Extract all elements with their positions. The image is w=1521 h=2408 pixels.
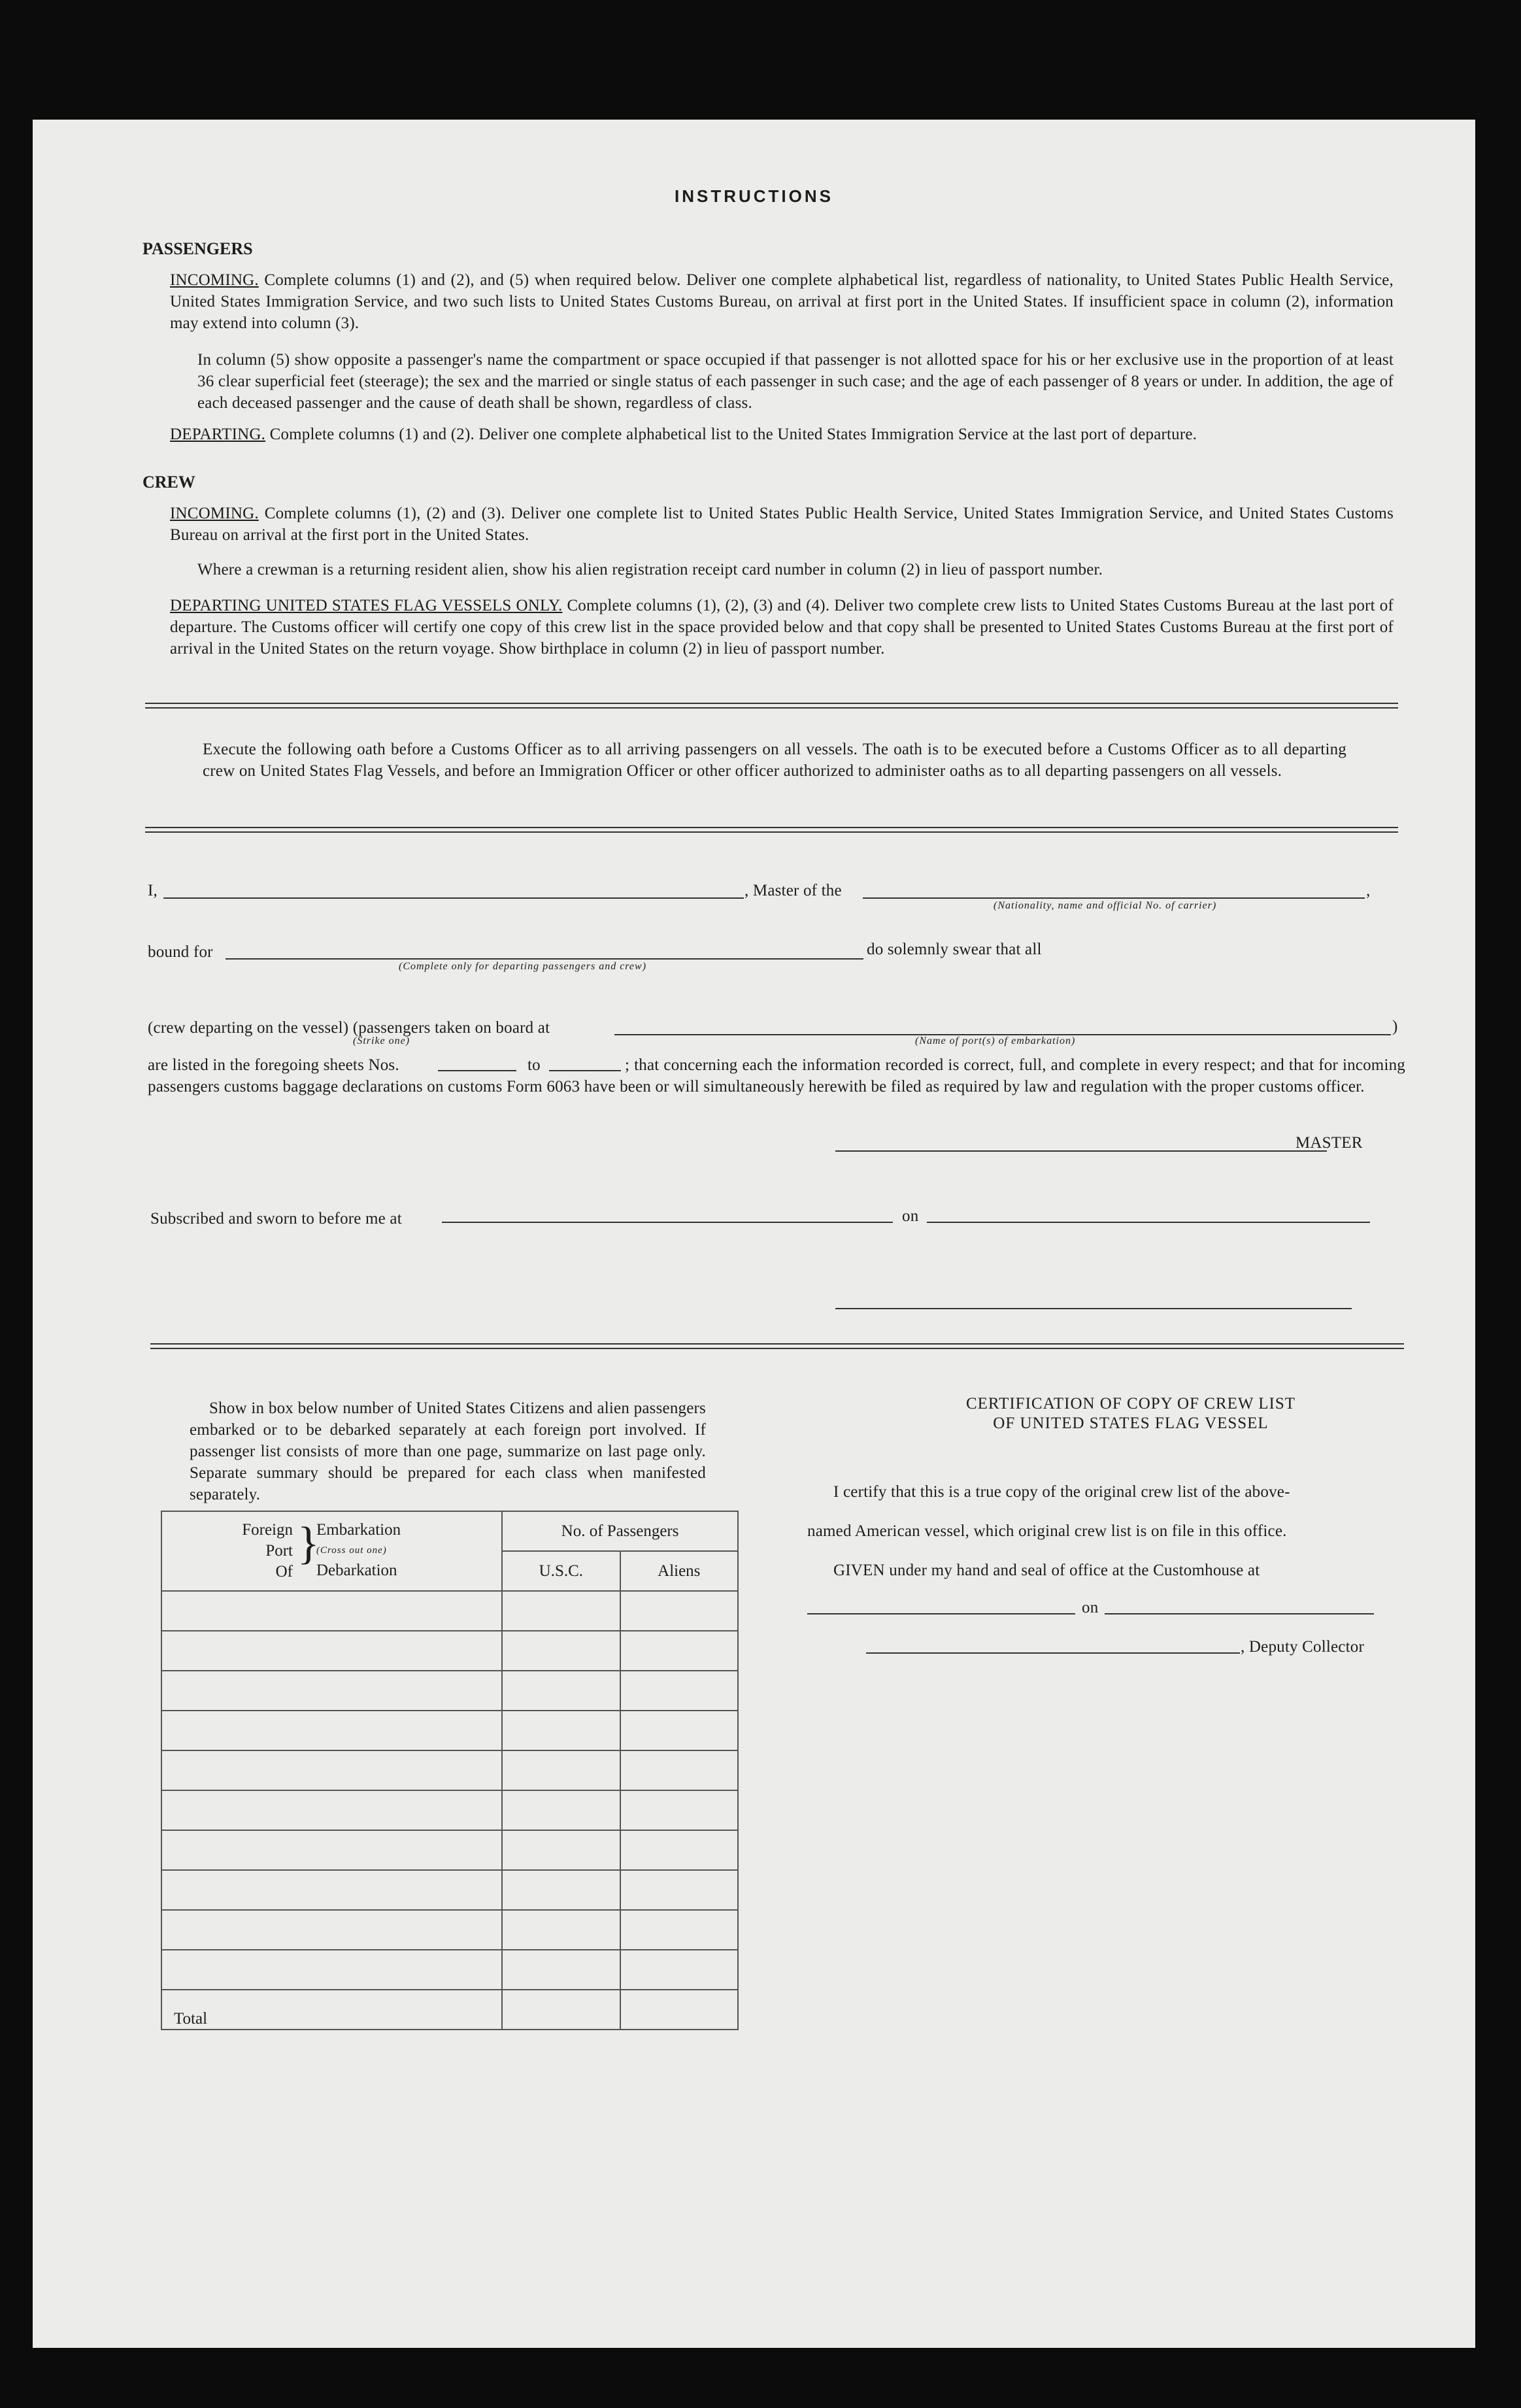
foreign-label: Foreign <box>242 1521 293 1539</box>
aliens-cell[interactable] <box>620 1591 738 1631</box>
crew-incoming-label: INCOMING. <box>170 505 259 522</box>
aliens-cell[interactable] <box>620 1671 738 1711</box>
table-row <box>161 1671 738 1711</box>
embarkation-label: Embarkation <box>316 1521 401 1539</box>
aliens-cell[interactable] <box>620 1711 738 1750</box>
aliens-cell[interactable] <box>620 1750 738 1790</box>
port-cell[interactable] <box>161 1631 502 1671</box>
usc-cell[interactable] <box>502 1830 620 1870</box>
aliens-cell[interactable] <box>620 1790 738 1830</box>
port-header-cell <box>161 1511 502 1591</box>
crew-heading: CREW <box>142 473 195 492</box>
master-name-field[interactable] <box>163 897 744 899</box>
port-caption: (Name of port(s) of embarkation) <box>915 1035 1076 1046</box>
port-cell[interactable] <box>161 1671 502 1711</box>
certification-on-label: on <box>1082 1599 1099 1616</box>
summary-instructions: Show in box below number of United States Citizens and alien passengers embarked or to be debarked separately at each foreign port involved. If passenger list consists of more than one page, summarize on last page only. Separate summary should be prepared for each class when manifested separately. <box>190 1399 706 1503</box>
destination-field[interactable] <box>226 958 863 960</box>
certification-date-field[interactable] <box>1105 1613 1374 1614</box>
passengers-heading: PASSENGERS <box>142 239 253 258</box>
comma: , <box>1366 882 1371 899</box>
oath-statement: ; that concerning each the information recorded is correct, full, and complete in every respect; and that for incoming passengers customs baggage declarations on customs Form 6063 have been or will simultaneously herewith be filed as required by law and regulation with the proper customs officer. <box>148 1056 1405 1095</box>
sworn-date-field[interactable] <box>927 1222 1370 1223</box>
passengers-column5-paragraph: In column (5) show opposite a passenger's name the compartment or space occupied if that passenger is not allotted space for his or her exclusive use in the proportion of at least 36 clear superficial feet (steerage); the sex and the married or single status of each passenger in such case; and the age of each passenger of 8 years or under. In addition, the age of each deceased passenger and the cause of death shall be shown, regardless of class. <box>197 351 1394 412</box>
oath-instructions: Execute the following oath before a Customs Officer as to all arriving passengers on all vessels. The oath is to be executed before a Customs Officer as to all departing crew on United States Flag Vessels, and before an Immigration Officer or other officer authorized to administer oaths as to all departing passengers on all vessels. <box>203 741 1346 780</box>
deputy-collector-label: , Deputy Collector <box>1241 1638 1364 1656</box>
master-label: MASTER <box>1295 1134 1363 1152</box>
table-row <box>161 1750 738 1790</box>
officer-signature-field[interactable] <box>835 1308 1352 1309</box>
given-text: GIVEN under my hand and seal of office at the Customhouse at <box>833 1562 1260 1579</box>
port-cell[interactable] <box>161 1711 502 1750</box>
master-of-the-label: , Master of the <box>744 882 842 899</box>
usc-cell[interactable] <box>502 1631 620 1671</box>
usc-cell[interactable] <box>502 1950 620 1990</box>
port-cell[interactable] <box>161 1870 502 1910</box>
swear-text: do solemnly swear that all <box>867 941 1042 958</box>
of-label: Of <box>275 1563 293 1580</box>
certification-title-line2: OF UNITED STATES FLAG VESSEL <box>993 1414 1269 1432</box>
usc-cell[interactable] <box>502 1750 620 1790</box>
deputy-signature-field[interactable] <box>866 1652 1240 1654</box>
usc-cell[interactable] <box>502 1671 620 1711</box>
table-row <box>161 1830 738 1870</box>
passenger-summary-table <box>161 1511 739 2030</box>
carrier-field[interactable] <box>863 897 1365 899</box>
port-cell[interactable] <box>161 1830 502 1870</box>
brace-icon: } <box>297 1518 320 1569</box>
page-title: INSTRUCTIONS <box>675 186 833 206</box>
bound-for-label: bound for <box>148 943 213 961</box>
no-of-passengers-header: No. of Passengers <box>502 1511 738 1551</box>
usc-cell[interactable] <box>502 1711 620 1750</box>
port-label: Port <box>265 1542 293 1560</box>
passengers-departing-text: Complete columns (1) and (2). Deliver one complete alphabetical list to the United States Immigration Service at the last port of departure. <box>269 426 1197 443</box>
crew-departing-text: Complete columns (1), (2), (3) and (4). Deliver two complete crew lists to United States Customs Bureau at the last port of departure. The Customs officer will certify one copy of this crew list in the space provided below and that copy shall be presented to United States Customs Bureau at the first port of arrival in the United States on the return voyage. Show birthplace in column (2) in lieu of passport number. <box>170 597 1394 658</box>
usc-cell[interactable] <box>502 1790 620 1830</box>
oath-i-label: I, <box>148 882 158 899</box>
debarkation-label: Debarkation <box>316 1562 397 1579</box>
table-row <box>161 1910 738 1950</box>
crew-resident-paragraph: Where a crewman is a returning resident alien, show his alien registration receipt card number in column (2) in lieu of passport number. <box>197 561 1103 578</box>
crew-departing-text: (crew departing on the vessel) (passengers taken on board at <box>148 1019 550 1037</box>
section-divider <box>145 703 1398 709</box>
close-paren: ) <box>1392 1018 1398 1035</box>
subscribed-label: Subscribed and sworn to before me at <box>150 1210 402 1228</box>
port-cell[interactable] <box>161 1910 502 1950</box>
section-divider <box>150 1343 1404 1349</box>
strike-one-caption: (Strike one) <box>353 1035 410 1046</box>
usc-cell[interactable] <box>502 1870 620 1910</box>
table-row <box>161 1790 738 1830</box>
table-row <box>161 1591 738 1631</box>
cross-out-caption: (Cross out one) <box>316 1545 387 1556</box>
table-row <box>161 1950 738 1990</box>
crew-incoming-paragraph <box>170 503 1394 546</box>
crew-departing-paragraph <box>170 595 1394 660</box>
bound-for-caption: (Complete only for departing passengers and crew) <box>399 961 647 972</box>
master-signature-field[interactable] <box>835 1150 1327 1152</box>
table-row <box>161 1870 738 1910</box>
passengers-departing-label: DEPARTING. <box>170 426 266 443</box>
port-cell[interactable] <box>161 1950 502 1990</box>
form-page <box>33 120 1475 2348</box>
port-cell[interactable] <box>161 1750 502 1790</box>
aliens-cell[interactable] <box>620 1870 738 1910</box>
port-cell[interactable] <box>161 1790 502 1830</box>
crew-departing-label: DEPARTING UNITED STATES FLAG VESSELS ONLY. <box>170 597 563 614</box>
sworn-place-field[interactable] <box>442 1222 893 1223</box>
certification-title-line1: CERTIFICATION OF COPY OF CREW LIST <box>965 1395 1296 1413</box>
usc-cell[interactable] <box>502 1910 620 1950</box>
aliens-cell[interactable] <box>620 1631 738 1671</box>
aliens-cell[interactable] <box>620 1950 738 1990</box>
sheets-to-label: to <box>527 1056 541 1074</box>
total-usc-cell[interactable] <box>502 1990 620 2030</box>
usc-cell[interactable] <box>502 1591 620 1631</box>
passengers-incoming-label: INCOMING. <box>170 271 259 289</box>
passengers-incoming-paragraph <box>170 269 1394 334</box>
table-row <box>161 1631 738 1671</box>
total-label: Total <box>161 1990 502 2030</box>
sworn-on-label: on <box>902 1207 919 1225</box>
section-divider <box>145 827 1398 833</box>
aliens-cell[interactable] <box>620 1910 738 1950</box>
passengers-departing-paragraph <box>170 424 1394 445</box>
passengers-incoming-text: Complete columns (1) and (2), and (5) when required below. Deliver one complete alphabetical list, regardless of nationality, to United States Public Health Service, United States Immigration Service, and two such lists to United States Customs Bureau, on arrival at first port in the United States. If insufficient space in column (2), information may extend into column (3). <box>170 271 1394 332</box>
customhouse-field[interactable] <box>807 1613 1075 1614</box>
aliens-cell[interactable] <box>620 1830 738 1870</box>
certify-line2: named American vessel, which original crew list is on file in this office. <box>807 1522 1287 1540</box>
certify-line1: I certify that this is a true copy of the original crew list of the above- <box>833 1483 1290 1501</box>
table-row <box>161 1711 738 1750</box>
port-cell[interactable] <box>161 1591 502 1631</box>
sheets-label: are listed in the foregoing sheets Nos. <box>148 1056 399 1074</box>
total-aliens-cell[interactable] <box>620 1990 738 2030</box>
crew-incoming-text: Complete columns (1), (2) and (3). Deliver one complete list to United States Public Health Service, United States Immigration Service, and United States Customs Bureau on arrival at the first port in the United States. <box>170 505 1394 544</box>
nationality-caption: (Nationality, name and official No. of carrier) <box>994 900 1217 911</box>
usc-header: U.S.C. <box>502 1551 620 1591</box>
aliens-header: Aliens <box>620 1551 738 1591</box>
